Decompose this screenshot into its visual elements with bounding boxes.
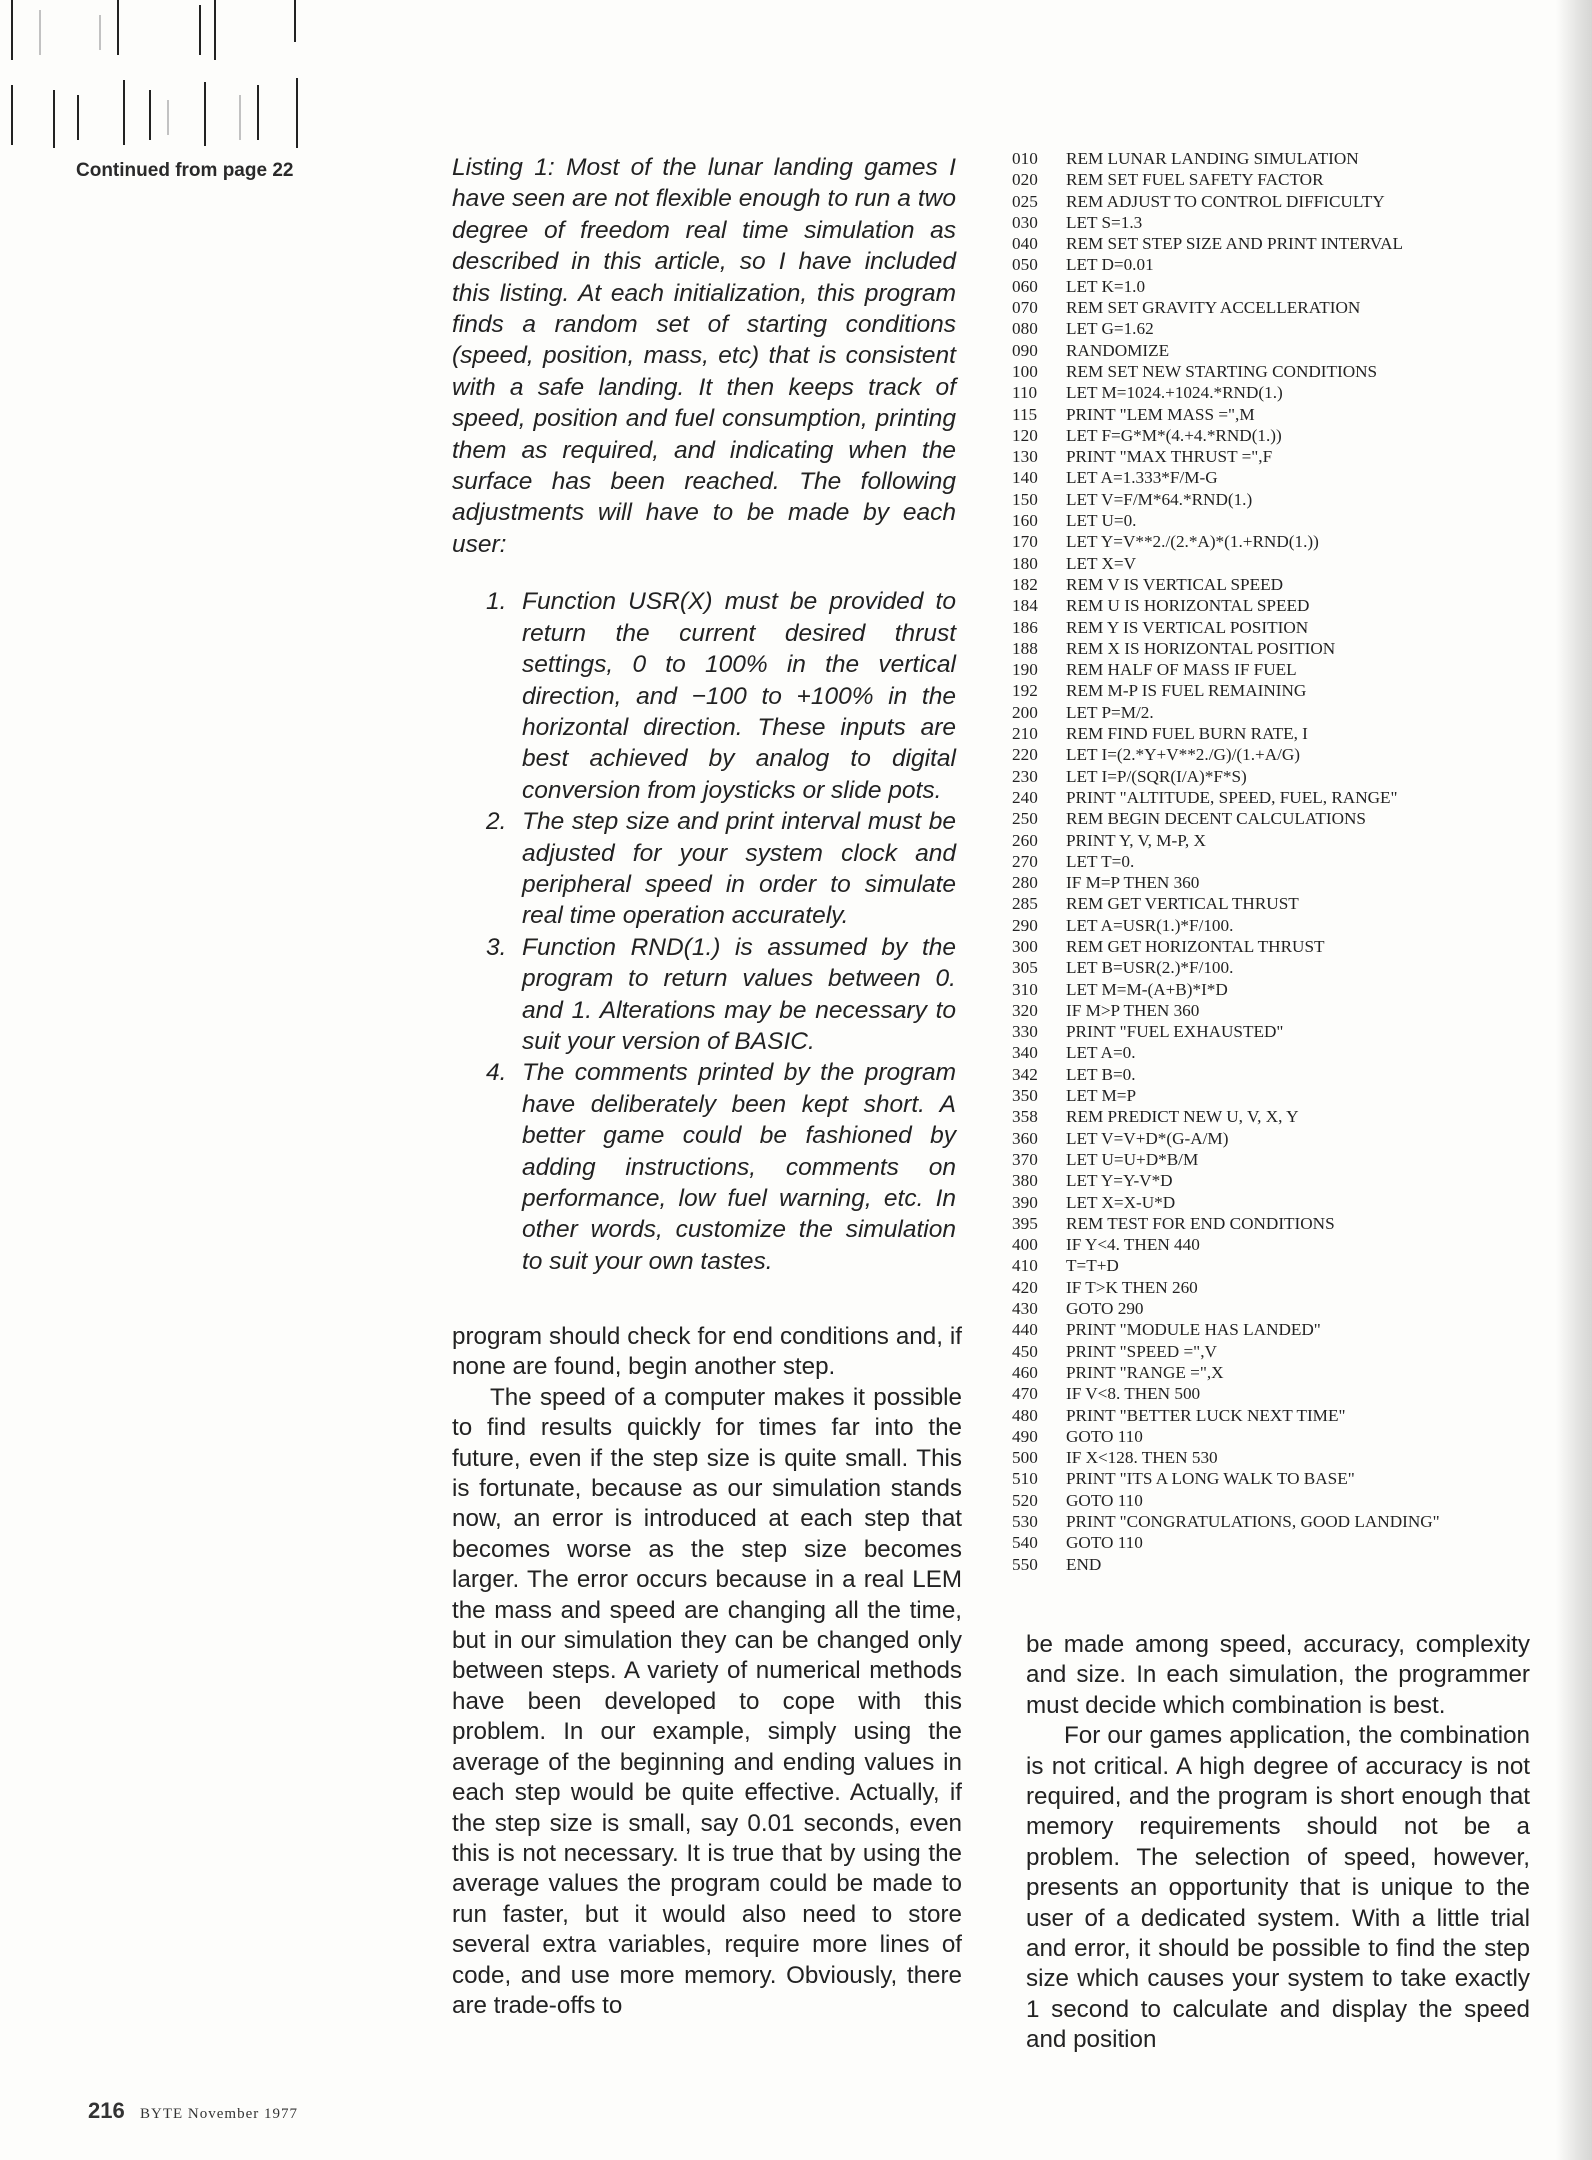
code-line	[1012, 574, 1440, 595]
code-line	[1012, 702, 1440, 723]
code-line	[1012, 1426, 1440, 1447]
code-line	[1012, 297, 1440, 318]
code-line	[1012, 1341, 1440, 1362]
line-number: 410	[1012, 1256, 1038, 1276]
code-statement: END	[1066, 1554, 1102, 1574]
line-number: 350	[1012, 1086, 1038, 1106]
code-line	[1012, 787, 1440, 808]
code-statement: LET X=X-U*D	[1066, 1192, 1176, 1212]
line-number: 180	[1012, 553, 1038, 573]
code-line	[1012, 1128, 1440, 1149]
code-line	[1012, 1468, 1440, 1489]
line-number: 190	[1012, 660, 1038, 680]
code-statement: LET X=V	[1066, 553, 1137, 573]
line-number: 400	[1012, 1235, 1038, 1255]
code-line	[1012, 979, 1440, 1000]
line-number: 530	[1012, 1512, 1038, 1531]
code-statement: PRINT "BETTER LUCK NEXT TIME"	[1066, 1405, 1346, 1425]
code-statement: IF Y<4. THEN 440	[1066, 1235, 1200, 1255]
code-line	[1012, 1447, 1440, 1468]
code-statement: REM FIND FUEL BURN RATE, I	[1066, 724, 1308, 744]
code-line	[1012, 617, 1440, 638]
code-line	[1012, 659, 1440, 680]
registration-marks	[0, 0, 330, 150]
code-statement: PRINT "ITS A LONG WALK TO BASE"	[1066, 1469, 1355, 1489]
line-number: 250	[1012, 809, 1038, 829]
code-line	[1012, 638, 1440, 659]
code-statement: REM U IS HORIZONTAL SPEED	[1066, 596, 1310, 616]
body-paragraph: For our games application, the combination is not critical. A high degree of accuracy is not required, and the program is short enough that memory requirements should not be a problem. The selection of speed, however, presents an opportunity that is unique to the user of a dedicated system. With a little trial and error, it should be possible to find the step size which causes your system to take exactly 1 second to calculate and display the speed and position	[1026, 1722, 1530, 2054]
code-statement: PRINT "FUEL EXHAUSTED"	[1066, 1022, 1284, 1042]
line-number: 160	[1012, 511, 1038, 531]
line-number: 540	[1012, 1533, 1038, 1553]
code-line	[1012, 467, 1440, 488]
code-line	[1012, 169, 1440, 190]
code-statement: LET T=0.	[1066, 851, 1135, 871]
code-line	[1012, 212, 1440, 233]
line-number: 270	[1012, 851, 1038, 871]
code-statement: REM PREDICT NEW U, V, X, Y	[1066, 1107, 1299, 1127]
line-number: 490	[1012, 1426, 1038, 1446]
code-line	[1012, 446, 1440, 467]
code-line	[1012, 766, 1440, 787]
line-number: 192	[1012, 681, 1038, 701]
line-number: 460	[1012, 1362, 1038, 1382]
code-statement: LET F=G*M*(4.+4.*RND(1.))	[1066, 425, 1282, 445]
body-paragraph: program should check for end conditions and, if none are found, begin another step.	[452, 1323, 962, 1381]
code-line	[1012, 382, 1440, 403]
line-number: 184	[1012, 596, 1038, 616]
code-statement: T=T+D	[1066, 1256, 1119, 1276]
code-statement: REM X IS HORIZONTAL POSITION	[1066, 638, 1336, 658]
code-statement: REM SET NEW STARTING CONDITIONS	[1066, 361, 1378, 381]
line-number: 182	[1012, 574, 1038, 594]
code-line	[1012, 361, 1440, 382]
caption-paragraph: Listing 1: Most of the lunar landing games I have seen are not flexible enough to run a two degree of freedom real time simulation as described in this article, so I have included this listing. At each initialization, this program finds a random set of starting conditions (speed, position, mass, etc) that is consistent with a safe landing. It then keeps track of speed, position and fuel consumption, printing them as required, and indicating when the surface has been reached. The following adjustments will have to be made by each user:	[452, 154, 956, 558]
line-number: 170	[1012, 532, 1038, 552]
code-line	[1012, 830, 1440, 851]
line-number: 300	[1012, 936, 1038, 956]
code-statement: LET U=U+D*B/M	[1066, 1149, 1199, 1169]
line-number: 240	[1012, 787, 1038, 807]
body-paragraph: The speed of a computer makes it possible to find results quickly for times far into the future, even if the step size is quite small. This is fortunate, because as our simulation stands now, an error is introduced at each step that becomes worse as the step size becomes larger. The error occurs because in a real LEM the mass and speed are changing all the time, but in our simulation they can be changed only between steps. A variety of numerical methods have been developed to cope with this problem. In our example, simply using the average of the beginning and ending values in each step would be quite effective. Actually, if the step size is small, say 0.01 seconds, even this is not necessary. It is true that by using the average values the program could be made to run faster, but it would also need to store several extra variables, require more lines of code, and use more memory. Obviously, there are trade-offs to	[452, 1383, 962, 2019]
line-number: 520	[1012, 1490, 1038, 1510]
line-number: 550	[1012, 1554, 1038, 1574]
code-statement: REM V IS VERTICAL SPEED	[1066, 574, 1284, 594]
line-number: 210	[1012, 724, 1038, 744]
body-column-left	[452, 1322, 962, 2021]
listing-caption	[452, 152, 956, 1277]
line-number: 285	[1012, 894, 1038, 914]
line-number: 420	[1012, 1277, 1038, 1297]
code-line	[1012, 680, 1440, 701]
code-line	[1012, 1405, 1440, 1426]
code-line	[1012, 1085, 1440, 1106]
code-statement: LET I=P/(SQR(I/A)*F*S)	[1066, 766, 1247, 786]
code-statement: LET K=1.0	[1066, 276, 1146, 296]
line-number: 280	[1012, 873, 1038, 893]
line-number: 470	[1012, 1384, 1038, 1404]
code-line	[1012, 276, 1440, 297]
code-line	[1012, 723, 1440, 744]
code-statement: GOTO 290	[1066, 1299, 1144, 1319]
code-statement: REM TEST FOR END CONDITIONS	[1066, 1213, 1335, 1233]
line-number: 200	[1012, 702, 1038, 722]
code-statement: PRINT "ALTITUDE, SPEED, FUEL, RANGE"	[1066, 787, 1398, 807]
code-line	[1012, 1064, 1440, 1085]
code-line	[1012, 1255, 1440, 1276]
code-statement: PRINT "LEM MASS =",M	[1066, 404, 1255, 424]
code-line	[1012, 1234, 1440, 1255]
page-footer	[88, 2098, 298, 2124]
list-item: 3. Function RND(1.) is assumed by the program to return values between 0. and 1. Alterations may be necessary to suit your version of BASIC.	[486, 933, 956, 1055]
line-number: 390	[1012, 1192, 1038, 1212]
line-number: 150	[1012, 489, 1038, 509]
line-number: 330	[1012, 1022, 1038, 1042]
code-line	[1012, 191, 1440, 212]
line-number: 260	[1012, 830, 1038, 850]
code-line	[1012, 1042, 1440, 1063]
code-statement: REM GET HORIZONTAL THRUST	[1066, 936, 1325, 956]
line-number: 320	[1012, 1000, 1038, 1020]
line-number: 100	[1012, 361, 1038, 381]
line-number: 310	[1012, 979, 1038, 999]
code-line	[1012, 872, 1440, 893]
code-line	[1012, 254, 1440, 275]
code-line	[1012, 893, 1440, 914]
line-number: 140	[1012, 468, 1038, 488]
line-number: 340	[1012, 1043, 1038, 1063]
line-number: 040	[1012, 234, 1038, 254]
code-statement: LET V=F/M*64.*RND(1.)	[1066, 489, 1253, 509]
line-number: 115	[1012, 404, 1038, 424]
code-statement: PRINT "MAX THRUST =",F	[1066, 447, 1273, 467]
adjustments-list	[452, 586, 956, 1277]
code-line	[1012, 1298, 1440, 1319]
line-number: 188	[1012, 638, 1038, 658]
code-line	[1012, 1362, 1440, 1383]
code-statement: IF X<128. THEN 530	[1066, 1448, 1218, 1468]
code-line	[1012, 489, 1440, 510]
code-statement: LET M=1024.+1024.*RND(1.)	[1066, 383, 1283, 403]
line-number: 090	[1012, 340, 1038, 360]
line-number: 120	[1012, 425, 1038, 445]
code-line	[1012, 851, 1440, 872]
line-number: 305	[1012, 958, 1038, 978]
code-statement: RANDOMIZE	[1066, 340, 1170, 360]
code-line	[1012, 808, 1440, 829]
code-line	[1012, 318, 1440, 339]
code-statement: LET Y=Y-V*D	[1066, 1171, 1173, 1191]
line-number: 510	[1012, 1469, 1038, 1489]
code-line	[1012, 1106, 1440, 1127]
line-number: 440	[1012, 1320, 1038, 1340]
code-statement: IF M=P THEN 360	[1066, 873, 1200, 893]
line-number: 450	[1012, 1341, 1038, 1361]
list-item: 4. The comments printed by the program have deliberately been kept short. A better game could be fashioned by adding instructions, comments on performance, low fuel warning, etc. In other words, customize the simulation to suit your own tastes.	[486, 1059, 956, 1275]
code-statement: LET B=USR(2.)*F/100.	[1066, 958, 1234, 978]
basic-listing	[1012, 148, 1440, 1575]
line-number: 395	[1012, 1213, 1038, 1233]
line-number: 342	[1012, 1064, 1038, 1084]
code-statement: REM Y IS VERTICAL POSITION	[1066, 617, 1309, 637]
magazine-issue: BYTE November 1977	[140, 2106, 298, 2122]
body-paragraph: be made among speed, accuracy, complexity and size. In each simulation, the programmer must decide which combination is best.	[1026, 1631, 1530, 1719]
code-statement: PRINT "RANGE =",X	[1066, 1362, 1224, 1382]
line-number: 290	[1012, 915, 1038, 935]
code-statement: GOTO 110	[1066, 1426, 1143, 1446]
line-number: 186	[1012, 617, 1038, 637]
line-number: 480	[1012, 1405, 1038, 1425]
line-number: 110	[1012, 383, 1038, 403]
code-statement: REM BEGIN DECENT CALCULATIONS	[1066, 809, 1366, 829]
code-statement: LET U=0.	[1066, 511, 1137, 531]
code-statement: LET V=V+D*(G-A/M)	[1066, 1128, 1229, 1148]
code-statement: PRINT "SPEED =",V	[1066, 1341, 1217, 1361]
code-statement: IF V<8. THEN 500	[1066, 1384, 1201, 1404]
code-statement: LET A=USR(1.)*F/100.	[1066, 915, 1234, 935]
code-statement: REM SET GRAVITY ACCELLERATION	[1066, 298, 1361, 318]
code-line	[1012, 915, 1440, 936]
code-statement: REM M-P IS FUEL REMAINING	[1066, 681, 1307, 701]
line-number: 358	[1012, 1107, 1038, 1127]
code-line	[1012, 148, 1440, 169]
code-line	[1012, 957, 1440, 978]
line-number: 030	[1012, 212, 1038, 232]
code-statement: LET Y=V**2./(2.*A)*(1.+RND(1.))	[1066, 532, 1319, 552]
code-statement: PRINT "MODULE HAS LANDED"	[1066, 1320, 1321, 1340]
code-line	[1012, 1149, 1440, 1170]
code-statement: PRINT Y, V, M-P, X	[1066, 830, 1206, 850]
code-statement: LET M=M-(A+B)*I*D	[1066, 979, 1228, 999]
line-number: 010	[1012, 149, 1038, 168]
page-number: 216	[88, 2098, 125, 2123]
code-line	[1012, 1170, 1440, 1191]
line-number: 500	[1012, 1448, 1038, 1468]
line-number: 370	[1012, 1149, 1038, 1169]
code-line	[1012, 744, 1440, 765]
list-item: 2. The step size and print interval must be adjusted for your system clock and peripheral speed in order to simulate real time operation accurately.	[486, 808, 956, 930]
code-line	[1012, 425, 1440, 446]
code-statement: IF M>P THEN 360	[1066, 1000, 1200, 1020]
line-number: 380	[1012, 1171, 1038, 1191]
code-statement: REM LUNAR LANDING SIMULATION	[1066, 149, 1359, 168]
code-line	[1012, 1532, 1440, 1553]
code-line	[1012, 1319, 1440, 1340]
code-statement: LET M=P	[1066, 1086, 1137, 1106]
code-line	[1012, 936, 1440, 957]
list-item: 1. Function USR(X) must be provided to return the current desired thrust settings, 0 to 100% in the vertical direction, and −100 to +100% in the horizontal direction. These inputs are best achieved by analog to digital conversion from joysticks or slide pots.	[486, 588, 956, 804]
code-statement: LET A=0.	[1066, 1043, 1136, 1063]
code-line	[1012, 595, 1440, 616]
code-line	[1012, 1511, 1440, 1532]
body-column-right	[1026, 1630, 1530, 2056]
page-edge-shadow	[1556, 0, 1592, 2160]
line-number: 020	[1012, 170, 1038, 190]
code-line	[1012, 1213, 1440, 1234]
code-statement: LET P=M/2.	[1066, 702, 1154, 722]
code-statement: GOTO 110	[1066, 1490, 1143, 1510]
code-statement: REM SET STEP SIZE AND PRINT INTERVAL	[1066, 234, 1403, 254]
code-line	[1012, 340, 1440, 361]
code-statement: LET S=1.3	[1066, 212, 1143, 232]
code-statement: GOTO 110	[1066, 1533, 1143, 1553]
line-number: 050	[1012, 255, 1038, 275]
code-statement: REM ADJUST TO CONTROL DIFFICULTY	[1066, 191, 1385, 211]
line-number: 080	[1012, 319, 1038, 339]
code-line	[1012, 1383, 1440, 1404]
code-line	[1012, 1277, 1440, 1298]
code-line	[1012, 1000, 1440, 1021]
line-number: 360	[1012, 1128, 1038, 1148]
code-statement: LET A=1.333*F/M-G	[1066, 468, 1218, 488]
code-statement: IF T>K THEN 260	[1066, 1277, 1198, 1297]
code-statement: LET B=0.	[1066, 1064, 1136, 1084]
code-statement: REM GET VERTICAL THRUST	[1066, 894, 1299, 914]
code-line	[1012, 1021, 1440, 1042]
code-line	[1012, 553, 1440, 574]
code-line	[1012, 1490, 1440, 1511]
code-statement: REM HALF OF MASS IF FUEL	[1066, 660, 1297, 680]
line-number: 430	[1012, 1299, 1038, 1319]
line-number: 025	[1012, 191, 1038, 211]
code-statement: PRINT "CONGRATULATIONS, GOOD LANDING"	[1066, 1512, 1440, 1531]
code-line	[1012, 404, 1440, 425]
code-statement: REM SET FUEL SAFETY FACTOR	[1066, 170, 1324, 190]
code-line	[1012, 233, 1440, 254]
code-statement: LET G=1.62	[1066, 319, 1154, 339]
line-number: 060	[1012, 276, 1038, 296]
line-number: 070	[1012, 298, 1038, 318]
line-number: 130	[1012, 447, 1038, 467]
continued-from-label: Continued from page 22	[76, 160, 294, 181]
code-statement: LET D=0.01	[1066, 255, 1154, 275]
line-number: 230	[1012, 766, 1038, 786]
code-line	[1012, 1554, 1440, 1575]
code-line	[1012, 531, 1440, 552]
code-line	[1012, 510, 1440, 531]
code-line	[1012, 1192, 1440, 1213]
line-number: 220	[1012, 745, 1038, 765]
code-statement: LET I=(2.*Y+V**2./G)/(1.+A/G)	[1066, 745, 1301, 765]
